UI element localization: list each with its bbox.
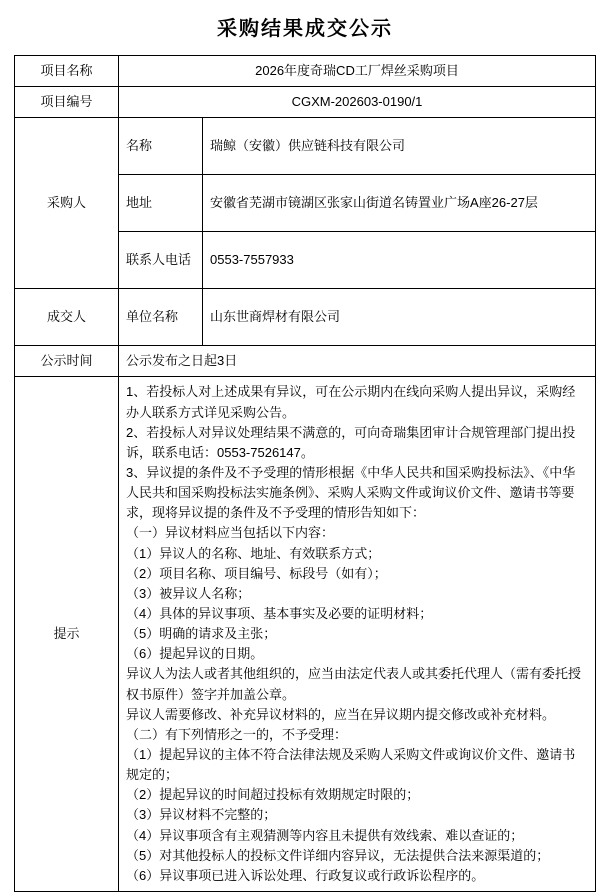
notice-paragraph: （2）项目名称、项目编号、标段号（如有）； <box>126 565 387 581</box>
table-row-project-code <box>15 87 596 118</box>
notice-paragraph: （6）异议事项已进入诉讼处理、行政复议或行政诉讼程序的。 <box>126 867 485 883</box>
notice-paragraph: 异议人为法人或者其他组织的，应当由法定代表人或其委托代理人（需有委托授权书原件）签字并加盖公章。 <box>126 666 582 702</box>
purchaser-field-key-2: 联系人电话 <box>119 232 203 289</box>
notice-paragraph-list <box>126 382 588 886</box>
notice-paragraph: 异议人需要修改、补充异议材料的，应当在异议期内提交修改或补充材料。 <box>126 706 556 722</box>
winner-field-key: 单位名称 <box>119 289 203 346</box>
winner-field-value: 山东世商焊材有限公司 <box>203 289 596 346</box>
notice-paragraph: （4）具体的异议事项、基本事实及必要的证明材料； <box>126 605 433 621</box>
publicity-time-value: 公示发布之日起3日 <box>119 346 596 377</box>
notice-paragraph: （1）提起异议的主体不符合法律法规及采购人采购文件或询议价文件、邀请书规定的； <box>126 746 576 783</box>
notice-paragraph: （二）有下列情形之一的，不予受理： <box>126 726 348 742</box>
project-name-value: 2026年度奇瑞CD工厂焊丝采购项目 <box>119 56 596 87</box>
notice-content <box>119 377 596 892</box>
purchaser-field-key-0: 名称 <box>119 118 203 175</box>
publicity-time-label: 公示时间 <box>15 346 119 377</box>
purchaser-field-value-1: 安徽省芜湖市镜湖区张家山街道名铸置业广场A座26-27层 <box>203 175 596 232</box>
notice-paragraph: （一）异议材料应当包括以下内容： <box>126 525 335 541</box>
notice-paragraph: 2、若投标人对异议处理结果不满意的，可向奇瑞集团审计合规管理部门提出投诉，联系电话：0553-7526147。 <box>126 424 576 460</box>
notice-paragraph: 1、若投标人对上述成果有异议，可在公示期内在线向采购人提出异议，采购经办人联系方式详见采购公告。 <box>126 384 576 420</box>
purchaser-label: 采购人 <box>15 118 119 289</box>
table-row-winner <box>15 289 596 346</box>
notice-label: 提示 <box>15 377 119 892</box>
table-row-notice <box>15 377 596 892</box>
table-row-publicity-time <box>15 346 596 377</box>
notice-paragraph: （4）异议事项含有主观猜测等内容且未提供有效线索、难以查证的； <box>126 827 524 843</box>
project-code-label: 项目编号 <box>15 87 119 118</box>
table-row-purchaser-name <box>15 118 596 175</box>
notice-paragraph: （3）被异议人名称； <box>126 585 251 601</box>
announcement-table <box>14 55 596 892</box>
project-name-label: 项目名称 <box>15 56 119 87</box>
notice-paragraph: 3、异议提的条件及不予受理的情形根据《中华人民共和国采购投标法》、《中华人民共和国采购投标法实施条例》、采购人采购文件或询议价文件、邀请书等要求，现将异议提的条件及不予受理的情形告知如下： <box>126 464 576 521</box>
purchaser-field-key-1: 地址 <box>119 175 203 232</box>
notice-paragraph: （3）异议材料不完整的； <box>126 807 277 823</box>
notice-paragraph: （2）提起异议的时间超过投标有效期规定时限的； <box>126 787 420 803</box>
page-title: 采购结果成交公示 <box>217 18 393 40</box>
notice-paragraph: （5）明确的请求及主张； <box>126 626 277 642</box>
project-code-value: CGXM-202603-0190/1 <box>119 87 596 118</box>
purchaser-field-value-0: 瑞鲸（安徽）供应链科技有限公司 <box>203 118 596 175</box>
notice-paragraph: （1）异议人的名称、地址、有效联系方式； <box>126 545 381 561</box>
notice-paragraph: （6）提起异议的日期。 <box>126 646 264 662</box>
table-row-project-name <box>15 56 596 87</box>
purchaser-field-value-2: 0553-7557933 <box>203 232 596 289</box>
winner-label: 成交人 <box>15 289 119 346</box>
notice-paragraph: （5）对其他投标人的投标文件详细内容异议，无法提供合法来源渠道的； <box>126 847 550 863</box>
